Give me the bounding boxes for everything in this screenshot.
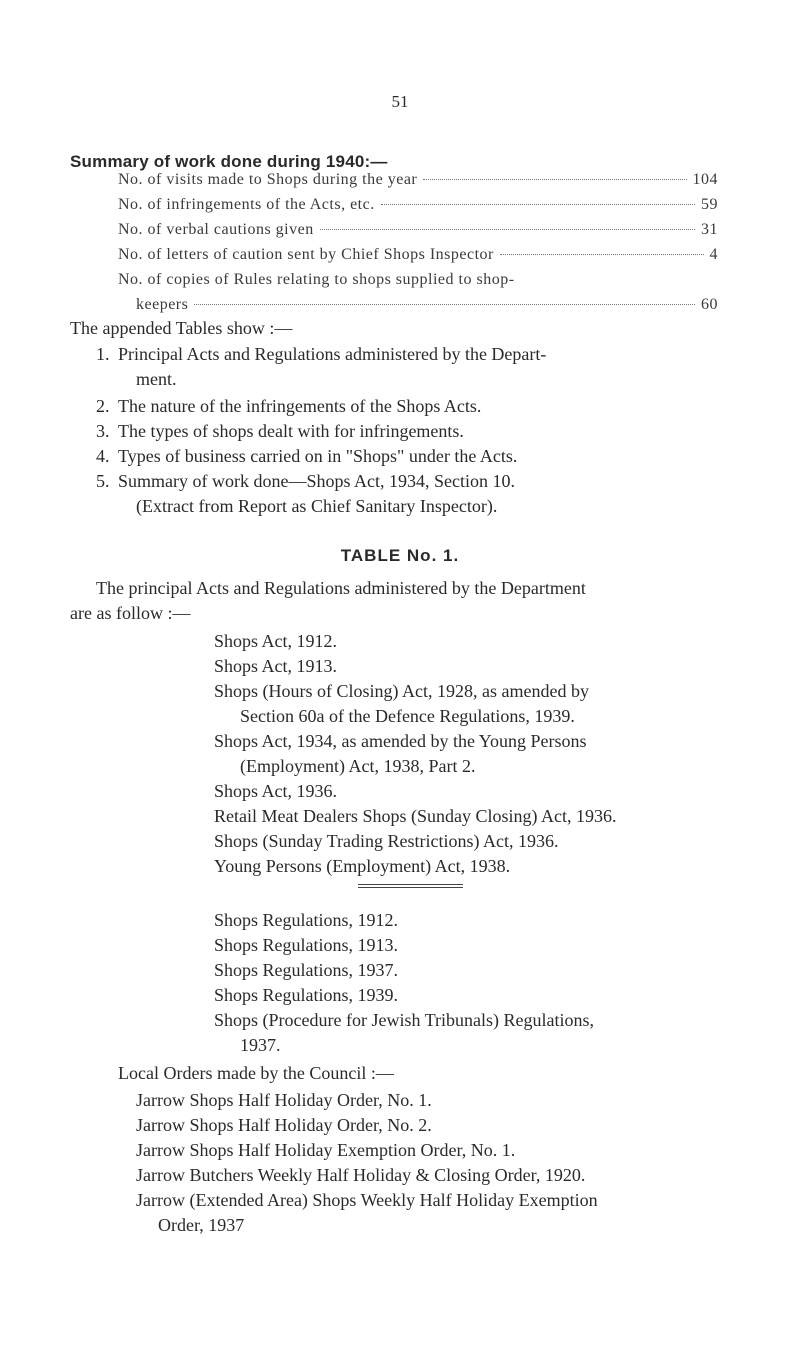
regulation-entry: Shops Regulations, 1913. [214,935,399,955]
regulation-entry: Shops Regulations, 1939. [214,985,399,1005]
summary-value: 60 [701,296,718,313]
act-entry: Young Persons (Employment) Act, 1938. [214,856,511,876]
summary-row-visits [118,171,718,193]
act-entry-continued: Section 60a of the Defence Regulations, 1939. [240,706,575,726]
summary-label: No. of visits made to Shops during the year [118,171,418,188]
list-number: 1. [96,344,110,364]
list-item-continued: ment. [136,369,177,389]
list-item: The nature of the infringements of the Shops Acts. [118,396,482,416]
act-entry: Shops Act, 1912. [214,631,338,651]
summary-label: keepers [136,296,189,313]
page-number: 51 [391,92,409,111]
summary-row-copies-line1 [118,271,718,293]
act-entry-continued: (Employment) Act, 1938, Part 2. [240,756,476,776]
local-order-entry: Jarrow Butchers Weekly Half Holiday & Closing Order, 1920. [136,1165,586,1185]
summary-value: 4 [709,246,718,263]
table-intro-line1: The principal Acts and Regulations administered by the Department [96,578,586,598]
table-title: TABLE No. 1. [340,546,460,565]
summary-label: No. of infringements of the Acts, etc. [118,196,375,213]
act-entry: Shops Act, 1913. [214,656,338,676]
local-order-entry: Jarrow Shops Half Holiday Order, No. 2. [136,1115,432,1135]
dot-leader [194,304,695,305]
list-item: Principal Acts and Regulations administered by the Depart- [118,344,547,364]
list-item: The types of shops dealt with for infringements. [118,421,464,441]
local-order-entry: Jarrow Shops Half Holiday Order, No. 1. [136,1090,432,1110]
act-entry: Retail Meat Dealers Shops (Sunday Closing) Act, 1936. [214,806,617,826]
table-intro-line2: are as follow :— [70,603,191,623]
summary-value: 59 [701,196,718,213]
regulation-entry: Shops Regulations, 1937. [214,960,399,980]
summary-value: 31 [701,221,718,238]
list-item: Types of business carried on in "Shops" under the Acts. [118,446,518,466]
summary-row-verbal-cautions [118,221,718,243]
summary-row-copies-line2 [136,296,718,318]
list-number: 4. [96,446,110,466]
summary-label: No. of copies of Rules relating to shops supplied to shop- [118,271,515,288]
summary-row-letters [118,246,718,268]
dot-leader [500,254,704,255]
local-orders-heading: Local Orders made by the Council :— [118,1063,394,1083]
local-order-entry: Jarrow Shops Half Holiday Exemption Order, No. 1. [136,1140,516,1160]
list-number: 5. [96,471,110,491]
summary-label: No. of verbal cautions given [118,221,314,238]
summary-label: No. of letters of caution sent by Chief Shops Inspector [118,246,494,263]
section-divider [358,884,463,888]
act-entry: Shops Act, 1936. [214,781,338,801]
regulation-entry-continued: 1937. [240,1035,281,1055]
summary-value: 104 [692,171,718,188]
act-entry: Shops (Hours of Closing) Act, 1928, as amended by [214,681,589,701]
list-number: 2. [96,396,110,416]
regulation-entry: Shops Regulations, 1912. [214,910,399,930]
regulation-entry: Shops (Procedure for Jewish Tribunals) Regulations, [214,1010,594,1030]
list-item: Summary of work done—Shops Act, 1934, Section 10. [118,471,515,491]
dot-leader [423,179,686,180]
summary-heading: Summary of work done during 1940:— [70,152,388,171]
list-number: 3. [96,421,110,441]
act-entry: Shops Act, 1934, as amended by the Young Persons [214,731,587,751]
local-order-entry: Jarrow (Extended Area) Shops Weekly Half Holiday Exemption [136,1190,598,1210]
tables-intro: The appended Tables show :— [70,318,293,338]
local-order-entry-continued: Order, 1937 [158,1215,245,1235]
summary-row-infringements [118,196,718,218]
dot-leader [320,229,695,230]
act-entry: Shops (Sunday Trading Restrictions) Act, 1936. [214,831,559,851]
list-item-continued: (Extract from Report as Chief Sanitary Inspector). [136,496,498,516]
dot-leader [381,204,695,205]
